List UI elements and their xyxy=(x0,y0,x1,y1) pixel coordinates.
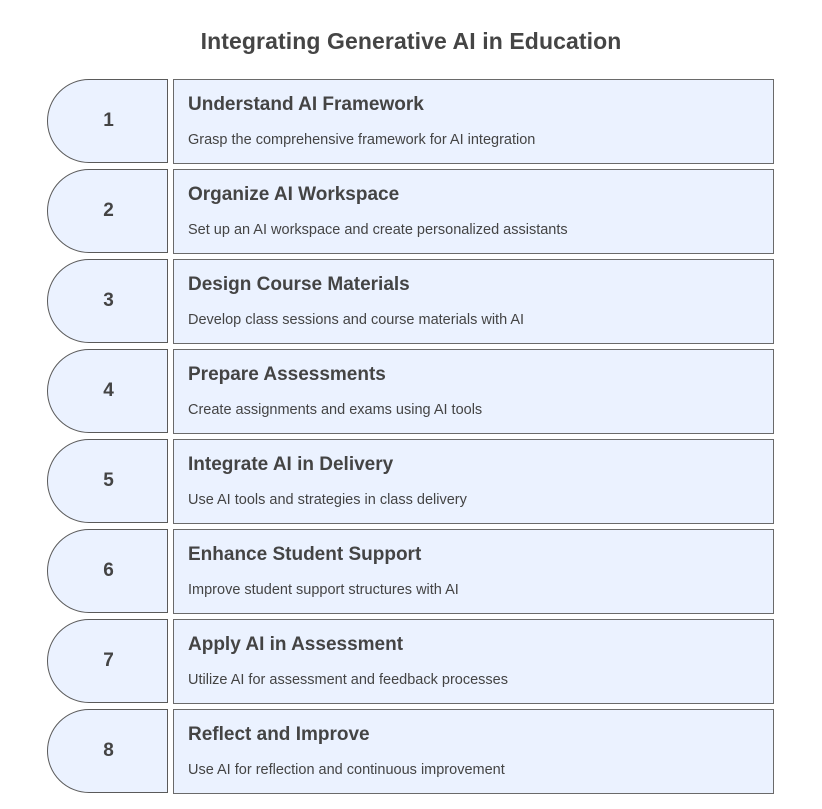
step-number-tab xyxy=(47,709,168,793)
step-number: 3 xyxy=(103,290,114,311)
step-6 xyxy=(47,529,775,615)
step-number-tab xyxy=(47,169,168,253)
step-description: Grasp the comprehensive framework for AI integration xyxy=(188,132,536,148)
step-description: Use AI for reflection and continuous improvement xyxy=(188,762,505,778)
step-4 xyxy=(47,349,775,435)
step-card xyxy=(173,349,774,434)
step-description: Create assignments and exams using AI tools xyxy=(188,402,483,418)
step-description: Develop class sessions and course materials with AI xyxy=(188,312,525,328)
step-number-tab xyxy=(47,619,168,703)
step-card xyxy=(173,169,774,254)
steps-list xyxy=(47,79,775,799)
diagram-title: Integrating Generative AI in Education xyxy=(200,28,622,54)
step-number-tab xyxy=(47,349,168,433)
step-card xyxy=(173,709,774,794)
step-number-tab xyxy=(47,79,168,163)
step-description: Set up an AI workspace and create personalized assistants xyxy=(188,222,568,238)
step-number: 5 xyxy=(103,470,114,491)
step-number: 7 xyxy=(103,650,114,671)
step-description: Use AI tools and strategies in class delivery xyxy=(188,492,467,508)
step-title: Understand AI Framework xyxy=(188,94,424,115)
step-description: Improve student support structures with AI xyxy=(188,582,459,598)
step-card xyxy=(173,619,774,704)
step-number-tab xyxy=(47,259,168,343)
step-3 xyxy=(47,259,775,345)
step-number: 1 xyxy=(103,110,114,131)
step-title: Design Course Materials xyxy=(188,274,410,295)
step-number: 6 xyxy=(103,560,114,581)
step-card xyxy=(173,439,774,524)
step-title: Prepare Assessments xyxy=(188,364,386,385)
step-title: Integrate AI in Delivery xyxy=(188,454,394,475)
step-description: Utilize AI for assessment and feedback processes xyxy=(188,672,508,688)
step-number: 4 xyxy=(103,380,114,401)
step-number: 2 xyxy=(103,200,114,221)
step-number: 8 xyxy=(103,740,114,761)
step-number-tab xyxy=(47,439,168,523)
step-8 xyxy=(47,709,775,795)
step-2 xyxy=(47,169,775,255)
step-title: Reflect and Improve xyxy=(188,724,370,745)
step-card xyxy=(173,79,774,164)
step-number-tab xyxy=(47,529,168,613)
step-card xyxy=(173,259,774,344)
step-7 xyxy=(47,619,775,705)
step-1 xyxy=(47,79,775,165)
step-title: Apply AI in Assessment xyxy=(188,634,404,655)
step-title: Enhance Student Support xyxy=(188,544,422,565)
step-title: Organize AI Workspace xyxy=(188,184,400,205)
step-card xyxy=(173,529,774,614)
step-5 xyxy=(47,439,775,525)
